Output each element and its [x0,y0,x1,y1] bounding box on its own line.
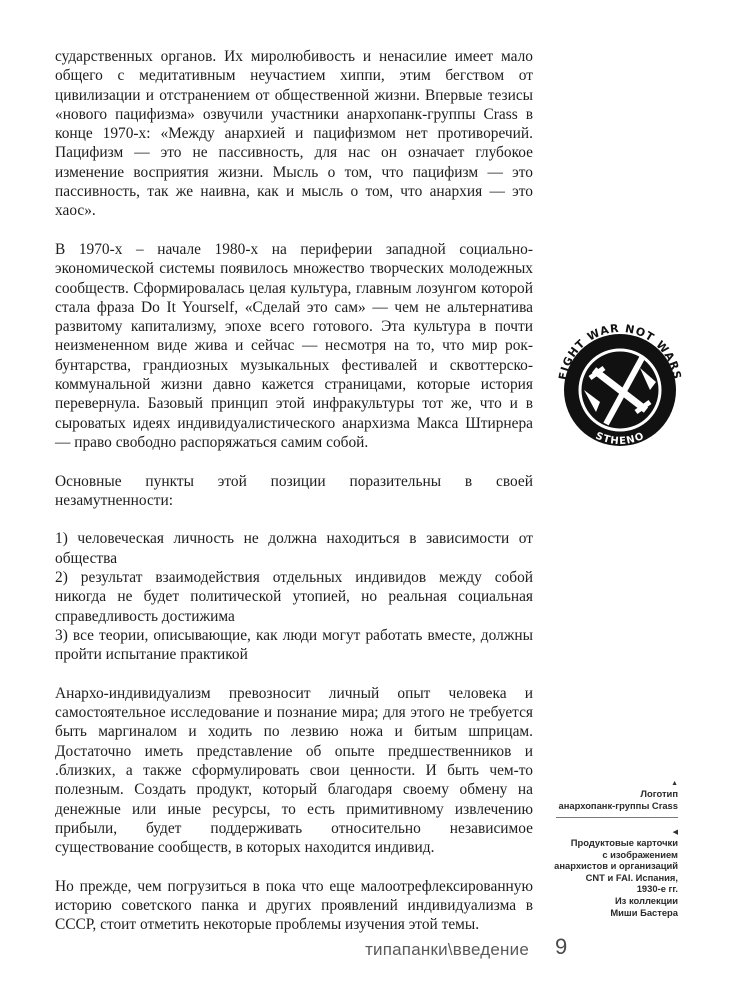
caption-line: анархистов и организаций [554,860,678,872]
list-item: 2) результат взаимодействия отдельных индивидов между собой никогда не будет политической утопией, но реальная социальная справедливость достижима [55,569,533,625]
running-separator: \ [447,940,453,959]
crass-logo-icon [554,312,686,460]
caption-line: Логотип [640,788,678,799]
paragraph-3: Основные пункты этой позиции поразительны в своей незамутненности: [55,472,533,509]
running-header [365,940,529,960]
main-text-column [55,47,533,954]
caption-line: Миши Бастера [610,906,678,918]
list-item: 1) человеческая личность не должна находиться в зависимости от общества [55,530,533,567]
page-footer [0,934,741,974]
crass-logo-image [554,312,686,460]
caption-line: 1930-е гг. [636,883,678,895]
page-number: 9 [555,934,568,959]
paragraph-1: сударственных органов. Их миролюбивость и ненасилие имеет мало общего с медитативным неучастием хиппи, этим бегством от цивилизации и отстранением от общественной жизни. Впервые тезисы «нового пацифизма» озвучили участники анархопанк-группы Crass в конце 1970-х: «Между анархией и пацифизмом нет противоречий. Пацифизм — это не пассивность, для нас он означает глубокое изменение восприятия жизни. Мысль о том, что пацифизм — это пассивность, так же наивна, как и мысль о том, что анархия — это хаос». [55,48,533,220]
caption-arrow-left-icon: ◀ [672,829,678,836]
caption-divider [556,817,678,818]
caption-line: с изображением [602,848,678,860]
paragraph-5: Но прежде, чем погрузиться в пока что еще малоотрефлексированную историю советского панка и других проявлений индивидуализма в СССР, стоит отметить некоторые проблемы изучения этой темы. [55,877,533,934]
caption-logo [528,780,678,811]
caption-arrow-up-icon: ▲ [671,780,678,787]
caption-line: Из коллекции [614,894,678,906]
caption-line: анархопанк-группы Crass [558,799,678,811]
caption-line: Продуктовые карточки [570,837,678,848]
caption-cards [528,829,678,918]
paragraph-2: В 1970-х – начале 1980-х на периферии западной социально-экономической системы появилось множество творческих молодежных сообществ. Сформировалась целая культура, главным лозунгом которой стала фраза Do It Yourself, «Сделай это сам» — чем не альтернатива развитому капитализму, эпохе всего готового. Эта культура в почти неизмененном виде жива и сейчас — несмотря на то, что мир рок-бунтарства, грандиозных музыкальных фестивалей и сквоттерско-коммунальной жизни давно кажется страницами, которые история перевернула. Базовый принцип этой инфракультуры тот же, что и в сыроватых идеях индивидуалистического анархизма Макса Штирнера — право свободно распоряжаться самим собой. [55,240,533,451]
principles-list [55,529,533,664]
caption-line: CNT и FAI. Испания, [585,871,678,883]
running-title: типапанки [365,940,448,959]
running-section: введение [452,940,529,959]
paragraph-4: Анархо-индивидуализм превозносит личный опыт человека и самостоятельное исследование и познание мира; для этого не требуется быть маргиналом и ходить по лезвию ножа и битым шприцам. Достаточно иметь представление об опыте предшественников и .близких, а также сформулировать свои ценности. И быть чем-то полезным. Создать продукт, который благодаря своему обмену на денежные или иные ресурсы, то есть примитивному извлечению прибыли, будет поддерживать относительно независимое существование сообществ, в которых находится индивид. [55,684,533,857]
list-item: 3) все теории, описывающие, как люди могут работать вместе, должны пройти испытание практикой [55,626,533,664]
logo-text-bottom: STHENO [593,430,647,448]
logo-text-top: FIGHT WAR NOT WARS [556,321,684,381]
